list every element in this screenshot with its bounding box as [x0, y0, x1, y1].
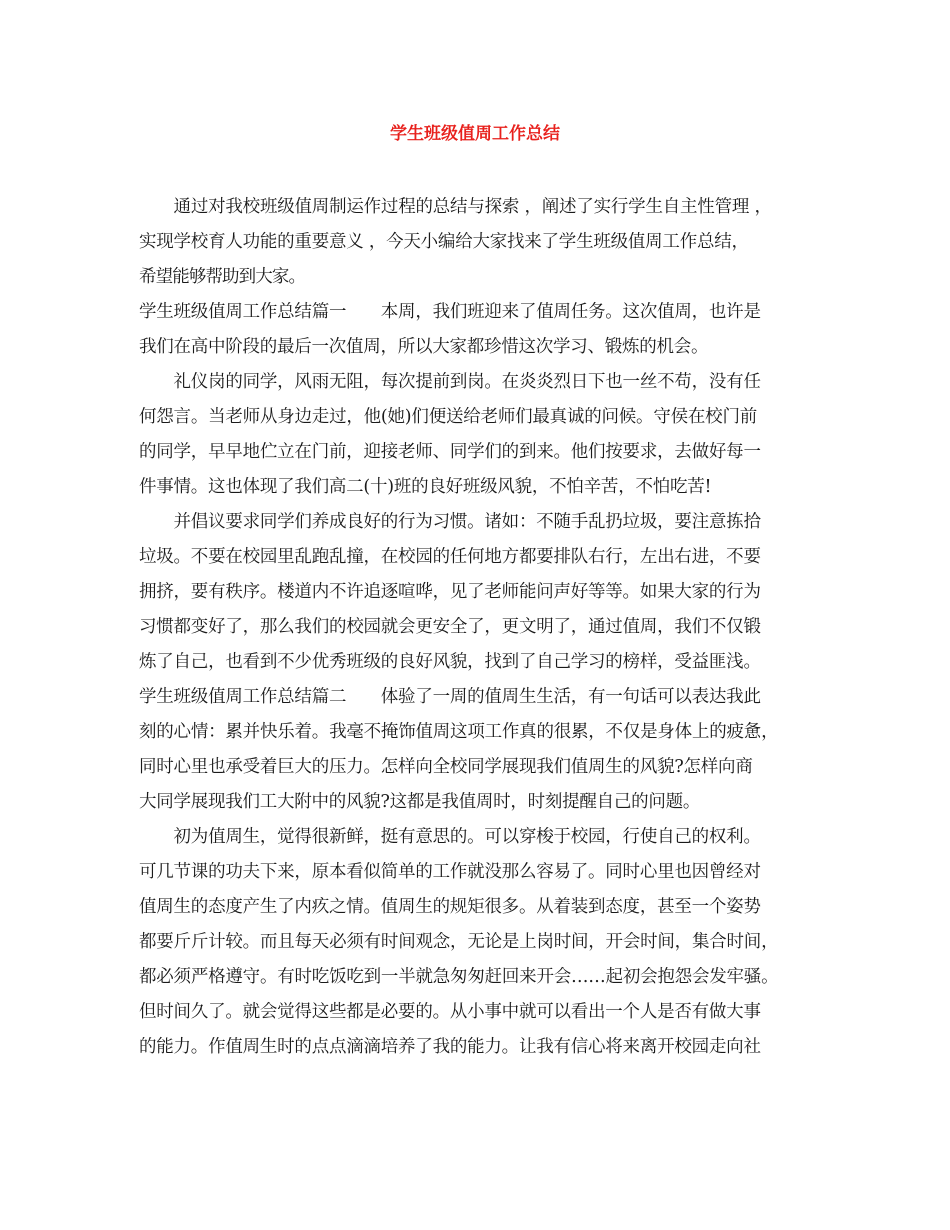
text-line: 通过对我校班级值周制运作过程的总结与探索 ，阐述了实行学生自主性管理 ， [139, 197, 772, 217]
document-title: 学生班级值周工作总结 [390, 124, 560, 144]
text-line: 何怨言。当老师从身边走过，他(她)们便送给老师们最真诚的问候。守侯在校门前 [139, 407, 758, 427]
text-line: 实现学校育人功能的重要意义 ，今天小编给大家找来了学生班级值周工作总结， [139, 232, 749, 252]
text-line: 的同学，早早地伫立在门前，迎接老师、同学们的到来。他们按要求，去做好每一 [139, 442, 761, 462]
text-line: 大同学展现我们工大附中的风貌?这都是我值周时，时刻提醒自己的问题。 [139, 792, 701, 812]
text-line: 我们在高中阶段的最后一次值周，所以大家都珍惜这次学习、锻炼的机会。 [139, 337, 709, 357]
text-line: 拥挤，要有秩序。楼道内不许追逐喧哗，见了老师能问声好等等。如果大家的行为 [139, 582, 761, 602]
text-line: 可几节课的功夫下来，原本看似简单的工作就没那么容易了。同时心里也因曾经对 [139, 862, 761, 882]
text-line: 都必须严格遵守。有时吃饭吃到一半就急匆匆赶回来开会……起初会抱怨会发牢骚。 [139, 967, 779, 987]
text-line: 学生班级值周工作总结篇二 体验了一周的值周生生活，有一句话可以表达我此 [139, 687, 761, 707]
text-line: 但时间久了。就会觉得这些都是必要的。从小事中就可以看出一个人是否有做大事 [139, 1002, 761, 1022]
text-line: 并倡议要求同学们养成良好的行为习惯。诸如：不随手乱扔垃圾，要注意拣拾 [139, 512, 761, 532]
text-line: 同时心里也承受着巨大的压力。怎样向全校同学展现我们值周生的风貌?怎样向商 [139, 757, 753, 777]
text-line: 礼仪岗的同学，风雨无阻，每次提前到岗。在炎炎烈日下也一丝不苟，没有任 [139, 372, 761, 392]
text-line: 件事情。这也体现了我们高二(十)班的良好班级风貌，不怕辛苦，不怕吃苦! [139, 477, 712, 497]
text-line: 垃圾。不要在校园里乱跑乱撞，在校园的任何地方都要排队右行，左出右进，不要 [139, 547, 761, 567]
text-line: 的能力。作值周生时的点点滴滴培养了我的能力。让我有信心将来离开校园走向社 [139, 1037, 761, 1057]
text-line: 学生班级值周工作总结篇一 本周，我们班迎来了值周任务。这次值周，也许是 [139, 302, 761, 322]
text-line: 习惯都变好了，那么我们的校园就会更安全了，更文明了，通过值周，我们不仅锻 [139, 617, 761, 637]
text-line: 炼了自己，也看到不少优秀班级的良好风貌，找到了自己学习的榜样，受益匪浅。 [139, 652, 761, 672]
document-body [139, 190, 819, 1065]
text-line: 值周生的态度产生了内疚之情。值周生的规矩很多。从着装到态度，甚至一个姿势 [139, 897, 761, 917]
text-line: 刻的心情：累并快乐着。我毫不掩饰值周这项工作真的很累，不仅是身体上的疲惫， [139, 722, 779, 742]
text-line: 初为值周生，觉得很新鲜，挺有意思的。可以穿梭于校园，行使自己的权利。 [139, 827, 761, 847]
text-line: 希望能够帮助到大家。 [139, 267, 306, 287]
text-line: 都要斤斤计较。而且每天必须有时间观念，无论是上岗时间，开会时间，集合时间， [139, 932, 779, 952]
